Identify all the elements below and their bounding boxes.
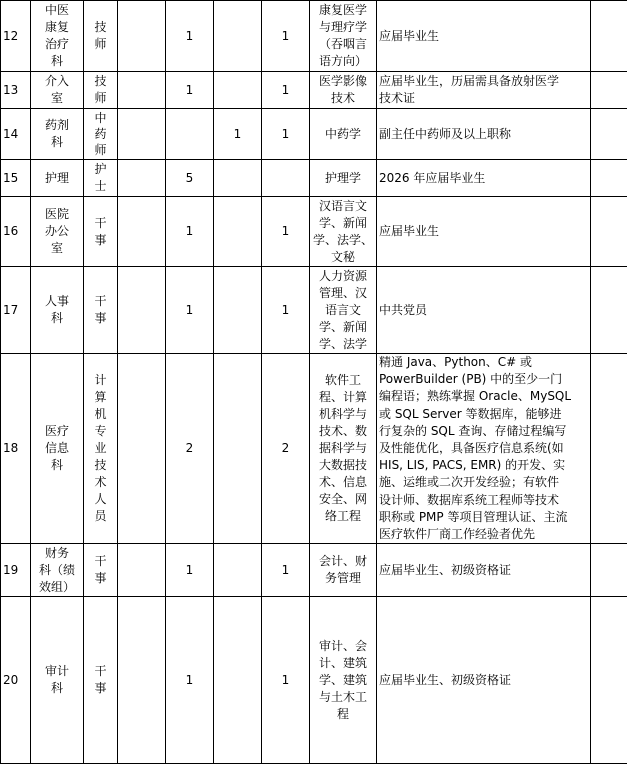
table-row [1,267,627,354]
position-cell: 技 师 [84,1,118,72]
count-cell-2: 5 [166,160,214,197]
row-number: 12 [1,1,31,72]
count-cell-4: 1 [262,72,310,109]
note-cell [591,109,627,160]
table-row [1,354,627,544]
requirement-cell: 副主任中药师及以上职称 [377,109,591,160]
major-cell: 护理学 [310,160,377,197]
count-cell-1 [118,72,166,109]
count-cell-2 [166,109,214,160]
requirement-cell: 应届毕业生、初级资格证 [377,597,591,764]
major-cell: 软件工 程、计算 机科学与 技术、数 据科学与 大数据技 术、信息 安全、网 络工程 [310,354,377,544]
table-body [1,1,627,764]
table-row [1,109,627,160]
row-number: 14 [1,109,31,160]
position-cell: 中 药 师 [84,109,118,160]
count-cell-3: 1 [214,109,262,160]
requirement-cell: 应届毕业生、初级资格证 [377,544,591,597]
count-cell-3 [214,1,262,72]
note-cell [591,160,627,197]
major-cell: 中药学 [310,109,377,160]
major-cell: 会计、财 务管理 [310,544,377,597]
table-row [1,544,627,597]
count-cell-3 [214,544,262,597]
row-number: 17 [1,267,31,354]
count-cell-4: 2 [262,354,310,544]
count-cell-3 [214,267,262,354]
row-number: 18 [1,354,31,544]
department-cell: 医疗 信息 科 [31,354,84,544]
table-row [1,597,627,764]
count-cell-4 [262,160,310,197]
count-cell-4: 1 [262,597,310,764]
department-cell: 介入 室 [31,72,84,109]
table-row [1,160,627,197]
row-number: 20 [1,597,31,764]
count-cell-1 [118,197,166,267]
major-cell: 审计、会 计、建筑 学、建筑 与土木工 程 [310,597,377,764]
count-cell-2: 1 [166,544,214,597]
count-cell-3 [214,597,262,764]
requirement-cell: 应届毕业生 [377,1,591,72]
count-cell-2: 1 [166,197,214,267]
position-cell: 干 事 [84,544,118,597]
note-cell [591,72,627,109]
row-number: 13 [1,72,31,109]
department-cell: 药剂 科 [31,109,84,160]
table-row [1,1,627,72]
department-cell: 护理 [31,160,84,197]
department-cell: 财务 科（绩 效组） [31,544,84,597]
count-cell-1 [118,354,166,544]
major-cell: 医学影像 技术 [310,72,377,109]
position-cell: 干 事 [84,197,118,267]
position-cell: 干 事 [84,267,118,354]
count-cell-2: 1 [166,1,214,72]
major-cell: 汉语言文 学、新闻 学、法学、 文秘 [310,197,377,267]
note-cell [591,544,627,597]
count-cell-2: 1 [166,597,214,764]
note-cell [591,197,627,267]
row-number: 16 [1,197,31,267]
count-cell-2: 2 [166,354,214,544]
requirement-cell: 2026 年应届毕业生 [377,160,591,197]
note-cell [591,267,627,354]
note-cell [591,354,627,544]
requirement-cell: 应届毕业生 [377,197,591,267]
row-number: 19 [1,544,31,597]
position-cell: 干 事 [84,597,118,764]
position-cell: 护 士 [84,160,118,197]
table-row [1,72,627,109]
note-cell [591,597,627,764]
count-cell-1 [118,544,166,597]
count-cell-1 [118,597,166,764]
count-cell-1 [118,160,166,197]
count-cell-1 [118,267,166,354]
major-cell: 康复医学 与理疗学 （吞咽言 语方向） [310,1,377,72]
requirement-cell: 中共党员 [377,267,591,354]
major-cell: 人力资源 管理、汉 语言文 学、新闻 学、法学 [310,267,377,354]
department-cell: 人事 科 [31,267,84,354]
table-row [1,197,627,267]
count-cell-1 [118,109,166,160]
department-cell: 医院 办公 室 [31,197,84,267]
count-cell-3 [214,72,262,109]
count-cell-1 [118,1,166,72]
position-cell: 计 算 机 专 业 技 术 人 员 [84,354,118,544]
requirement-cell: 精通 Java、Python、C# 或 PowerBuilder (PB) 中的至少一门 编程语；熟练掌握 Oracle、MySQL 或 SQL Server 等数据库，能够进 行复杂的 SQL 查询、存储过程编写 及性能优化，具备医疗信息系统(如 HIS, LIS, PACS, EMR) 的开发、实 施、运维或二次开发经验；有软件 设计师、数据库系统工程师等技术 职称或 PMP 等项目管理认证、主流 医疗软件厂商工作经验者优先 [377,354,591,544]
count-cell-2: 1 [166,267,214,354]
count-cell-3 [214,354,262,544]
count-cell-4: 1 [262,197,310,267]
note-cell [591,1,627,72]
requirement-cell: 应届毕业生，历届需具备放射医学 技术证 [377,72,591,109]
position-cell: 技 师 [84,72,118,109]
count-cell-4: 1 [262,109,310,160]
count-cell-4: 1 [262,267,310,354]
row-number: 15 [1,160,31,197]
count-cell-4: 1 [262,544,310,597]
count-cell-3 [214,160,262,197]
count-cell-3 [214,197,262,267]
count-cell-4: 1 [262,1,310,72]
count-cell-2: 1 [166,72,214,109]
department-cell: 中医 康复 治疗 科 [31,1,84,72]
department-cell: 审计 科 [31,597,84,764]
